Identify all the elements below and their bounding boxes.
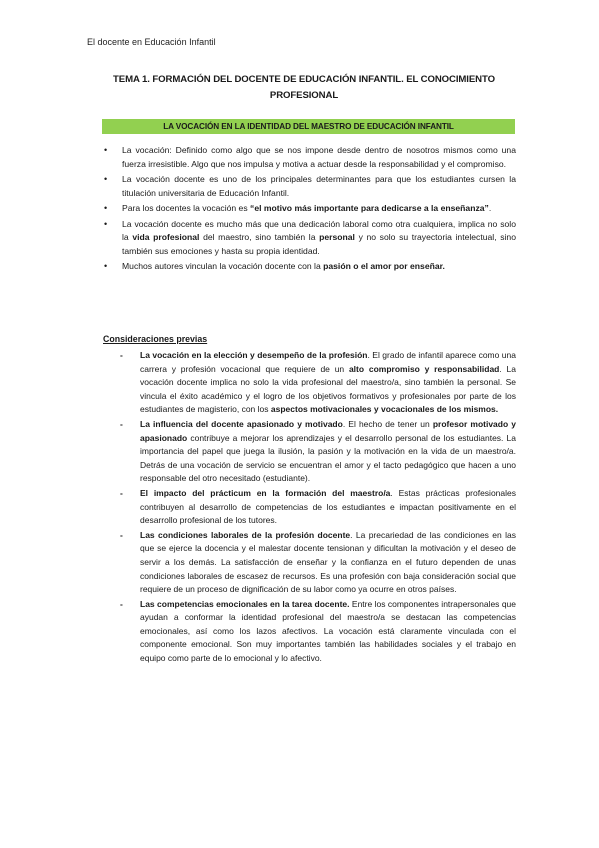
dash-icon: - [120, 487, 123, 498]
list-item [118, 487, 516, 528]
dash-icon: - [120, 598, 123, 609]
list-item [118, 598, 516, 666]
item-bold-text: El impacto del prácticum en la formación del maestro/a [140, 487, 391, 498]
bullet-text: La vocación docente es mucho más que una dedicación laboral como otra cualquiera, implica no solo la [122, 218, 516, 242]
dash-icon: - [120, 418, 123, 429]
bullet-text: Para los docentes la vocación es [122, 203, 251, 213]
list-item [103, 202, 516, 216]
item-text: . Estas prácticas profesionales contribuyen al desarrollo de competencias de los estudiantes e impactan positivamente en el desarrollo profesional de los tutores. [140, 487, 516, 526]
bullet-bold-text: “el motivo más importante para dedicarse a la enseñanza” [250, 203, 489, 213]
item-text: Entre los componentes intrapersonales que ayudan a conformar la identidad profesional del maestro/a se destacan las competencias emocionales, así como los lazos afectivos. La vocación está claramente vinculada con el componente emocional. Son muy importantes también las habilidades sociales y el trabajo en equipo como parte de lo emocional y lo afectivo. [140, 598, 517, 664]
section-banner: LA VOCACIÓN EN LA IDENTIDAD DEL MAESTRO DE EDUCACIÓN INFANTIL [102, 119, 515, 134]
bullet-icon: • [104, 261, 108, 271]
list-item [103, 218, 516, 259]
bullet-text: La vocación: Definido como algo que se nos impone desde dentro de nosotros mismos como una fuerza irresistible. Algo que nos impulsa y motiva a actuar desde la responsabilidad y el compromiso. [122, 145, 516, 169]
item-bold-text: aspectos motivacionales y vocacionales de los mismos. [270, 404, 499, 415]
vocation-bullet-list [103, 144, 516, 276]
dash-icon: - [120, 350, 123, 360]
bullet-bold-text: personal [319, 232, 355, 242]
item-text: . La precariedad de las condiciones en las que se ejerce la docencia y el malestar docente tensionan y dificultan la motivación y el deseo de servir a los demás. La satisfacción de enseñar y la confianza en el futuro dependen de unas condiciones laborales de escasez de recursos. Es una profesión con baja consideración social que requiere de un proceso de dignificación de su labor como ya ocurre en otros países. [140, 529, 516, 595]
bullet-icon: • [104, 203, 108, 213]
item-bold-text: Las competencias emocionales en la tarea docente. [140, 598, 350, 609]
bullet-text: . [488, 203, 492, 213]
bullet-bold-text: vida profesional [132, 232, 200, 242]
bullet-text: Muchos autores vinculan la vocación docente con la [122, 261, 324, 271]
list-item [118, 529, 516, 597]
title-line-1: TEMA 1. FORMACIÓN DEL DOCENTE DE EDUCACIÓN INFANTIL. EL CONOCIMIENTO [113, 74, 495, 85]
list-item [103, 144, 516, 171]
item-bold-text: La influencia del docente apasionado y motivado [140, 418, 343, 429]
running-header: El docente en Educación Infantil [87, 37, 216, 47]
bullet-icon: • [104, 174, 108, 184]
item-bold-text: profesor motivado y apasionado [140, 418, 517, 443]
page-title [92, 72, 516, 104]
list-item [103, 173, 516, 200]
bullet-text: La vocación docente es uno de los principales determinantes para que los estudiantes cursen la titulación universitaria de Educación Infantil. [122, 174, 516, 198]
title-line-2: PROFESIONAL [269, 90, 339, 101]
section-heading: Consideraciones previas [103, 334, 208, 344]
item-bold-text: alto compromiso y responsabilidad [348, 363, 500, 374]
item-bold-text: La vocación en la elección y desempeño de la profesión [140, 350, 368, 360]
bullet-icon: • [104, 218, 108, 229]
considerations-list [118, 349, 516, 667]
bullet-bold-text: pasión o el amor por enseñar. [323, 261, 445, 271]
item-text: . El hecho de tener un [342, 418, 433, 429]
dash-icon: - [120, 529, 123, 540]
list-item [118, 418, 516, 486]
bullet-text: y no solo su trayectoria intelectual, sino también sus emociones y hasta su propia identidad. [122, 232, 516, 256]
list-item [118, 349, 516, 417]
item-text: contribuye a mejorar los aprendizajes y el desarrollo personal de los estudiantes. La importancia del papel que juega la ilusión, la pasión y la motivación en la vida de un maestro/a. Detrás de una vocación de servicio se encuentran el amor y el tacto pedagógico que hacen a uno responsable del otro necesitado (estudiante). [140, 432, 516, 484]
bullet-icon: • [104, 145, 108, 155]
item-text: . La vocación docente implica no solo la vida profesional del maestro/a, sino también la personal. Se vincula el éxito académico y el logro de los objetivos formativos y profesionales por parte de los estudiantes de magisterio, con los [140, 363, 516, 415]
list-item [103, 260, 516, 274]
item-text: . El grado de infantil aparece como una carrera y profesión vocacional que requiere de un [140, 350, 516, 374]
bullet-text: del maestro, sino también la [199, 232, 320, 242]
item-bold-text: Las condiciones laborales de la profesión docente [140, 529, 351, 540]
